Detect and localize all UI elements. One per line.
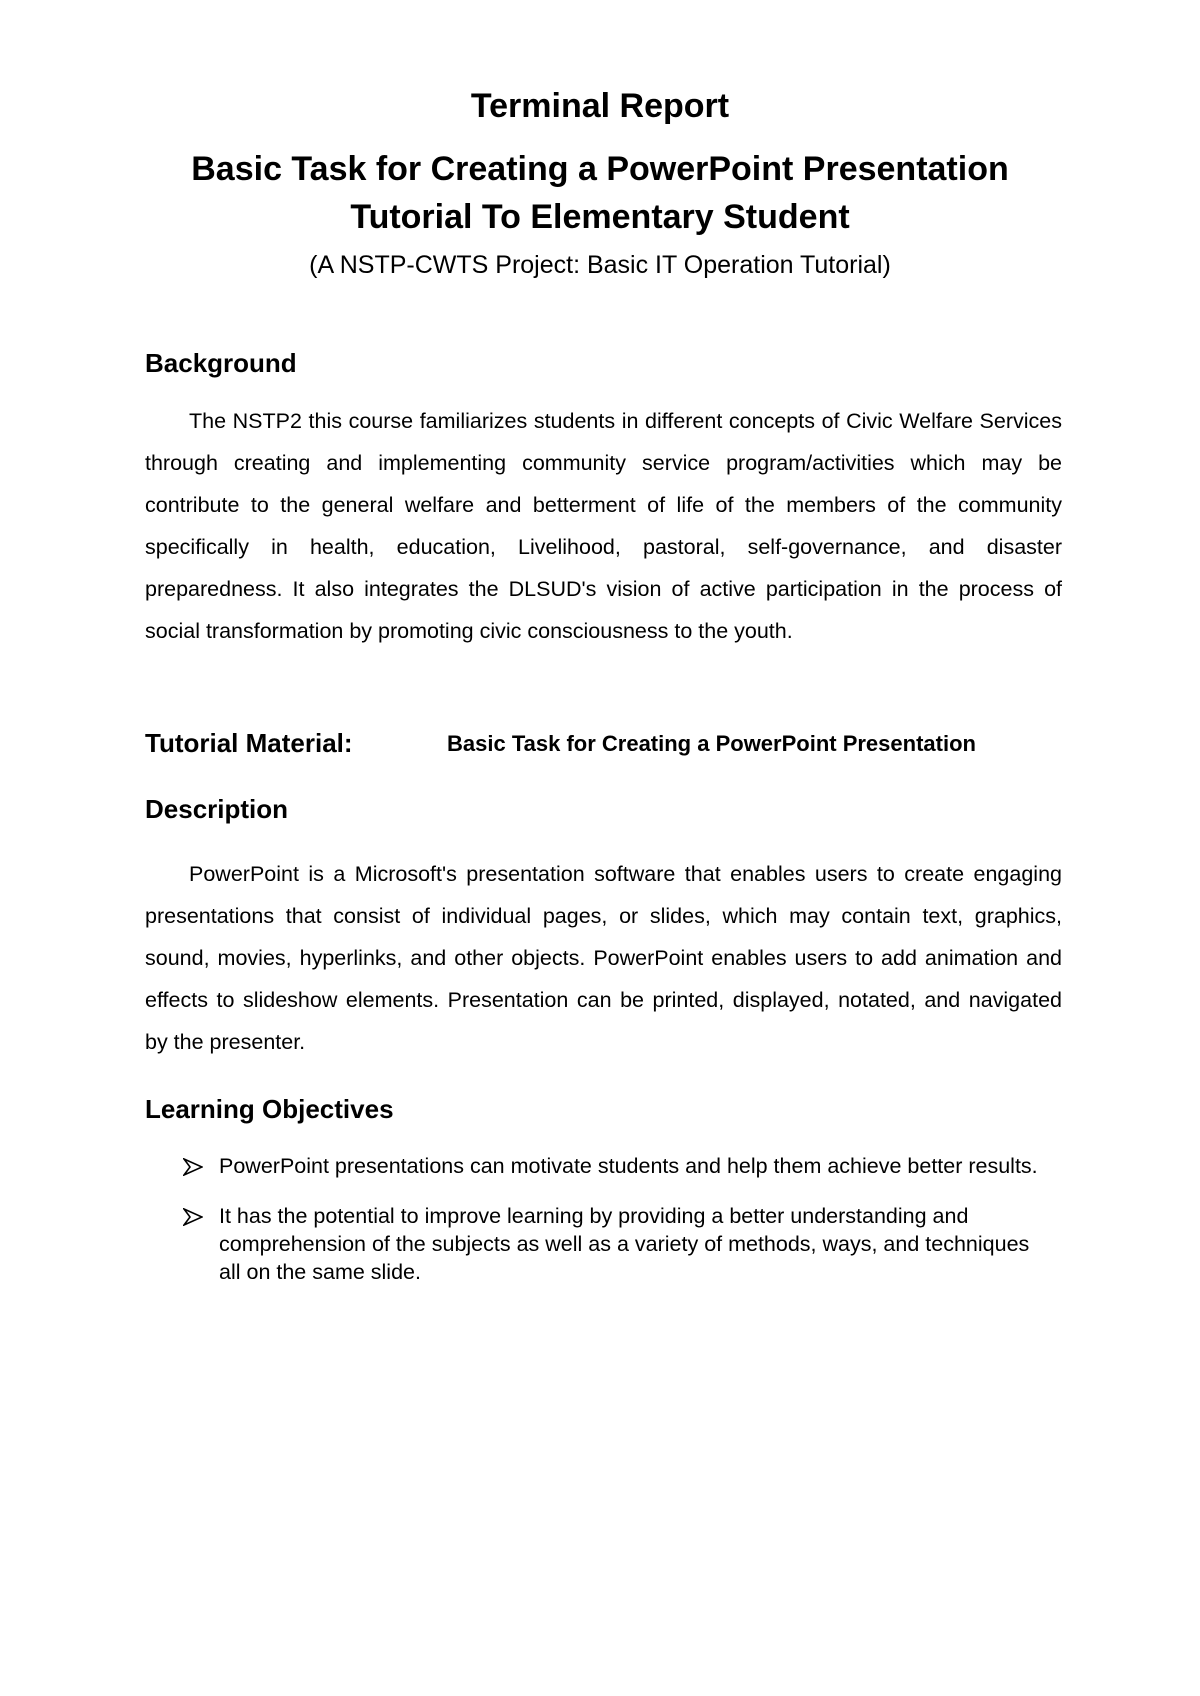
learning-objectives-heading: Learning Objectives: [145, 1094, 394, 1124]
arrowhead-bullet-icon: [183, 1158, 203, 1176]
report-subtitle-line-1: Basic Task for Creating a PowerPoint Presentation: [191, 150, 1009, 188]
background-paragraph: The NSTP2 this course familiarizes students in different concepts of Civic Welfare Services through creating and implementing community service program/activities which may be contribute to the general welfare and betterment of life of the members of the community specifically in health, education, Livelihood, pastoral, self-governance, and disaster preparedness. It also integrates the DLSUD's vision of active participation in the process of social transformation by promoting civic consciousness to the youth.: [145, 409, 1062, 643]
background-heading: Background: [145, 348, 297, 378]
description-paragraph: PowerPoint is a Microsoft's presentation software that enables users to create engaging presentations that consist of individual pages, or slides, which may contain text, graphics, sound, movies, hyperlinks, and other objects. PowerPoint enables users to add animation and effects to slideshow elements. Presentation can be printed, displayed, notated, and navigated by the presenter.: [145, 862, 1062, 1054]
learning-objectives-list: [183, 1152, 1043, 1308]
tutorial-material-label: Tutorial Material:: [145, 728, 353, 758]
tutorial-material-value: Basic Task for Creating a PowerPoint Presentation: [447, 731, 976, 756]
list-item-text: PowerPoint presentations can motivate students and help them achieve better results.: [219, 1154, 1038, 1178]
list-item: [183, 1202, 1043, 1286]
project-line: (A NSTP-CWTS Project: Basic IT Operation Tutorial): [309, 251, 891, 279]
list-item-text: It has the potential to improve learning by providing a better understanding and comprehension of the subjects as well as a variety of methods, ways, and techniques all on the same slide.: [219, 1204, 1030, 1284]
report-title: Terminal Report: [470, 87, 730, 125]
list-item: [183, 1152, 1043, 1180]
description-heading: Description: [145, 794, 289, 824]
report-subtitle-line-2: Tutorial To Elementary Student: [350, 198, 850, 236]
arrowhead-bullet-icon: [183, 1208, 203, 1226]
